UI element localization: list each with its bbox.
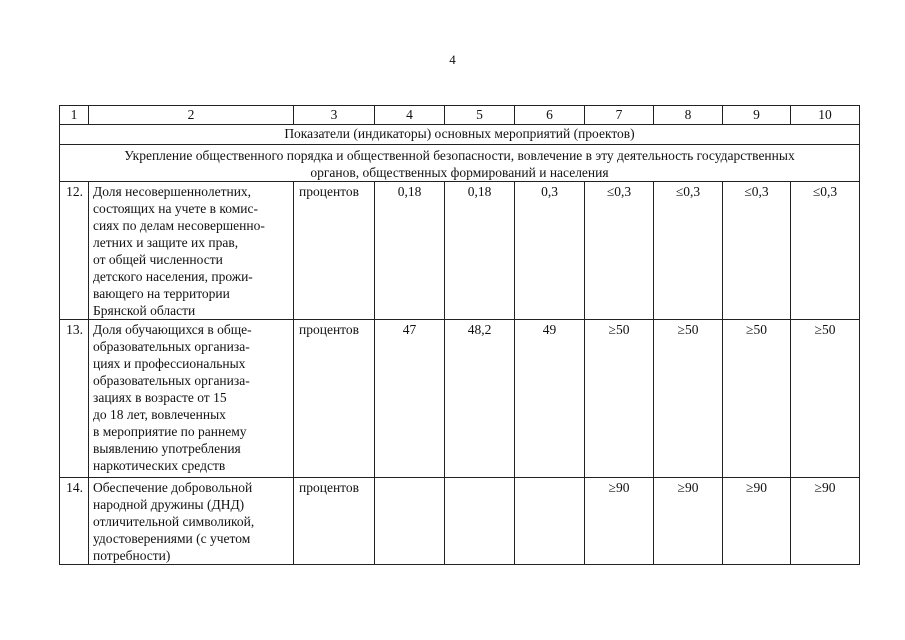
value-cell [515,478,585,565]
indicator-name [89,182,294,320]
subsection-title [60,145,860,182]
column-header: 3 [294,106,375,125]
value-cell: ≤0,3 [791,182,860,320]
indicator-line: удостоверениями (с учетом [93,531,251,546]
value-cell: 0,18 [375,182,445,320]
value-cell: ≥90 [654,478,723,565]
table-row [60,182,860,320]
column-header: 2 [89,106,294,125]
section-title-row [60,125,860,145]
value-cell: 49 [515,320,585,478]
value-cell [375,478,445,565]
unit-cell: процентов [294,478,375,565]
value-cell: 47 [375,320,445,478]
subsection-title-line: Укрепление общественного порядка и общественной безопасности, вовлечение в эту деятельность государственных [124,148,795,163]
indicator-line: сиях по делам несовершенно- [93,218,265,233]
indicator-line: состоящих на учете в комис- [93,201,258,216]
column-header-row [60,106,860,125]
indicator-line: народной дружины (ДНД) [93,497,245,512]
indicator-line: до 18 лет, вовлеченных [93,407,226,422]
indicator-name [89,478,294,565]
value-cell: ≤0,3 [654,182,723,320]
value-cell: ≥50 [654,320,723,478]
subsection-title-line: органов, общественных формирований и населения [310,165,609,180]
subsection-title-row [60,145,860,182]
column-header: 1 [60,106,89,125]
indicator-line: образовательных организа- [93,373,250,388]
column-header: 6 [515,106,585,125]
indicator-line: Брянской области [93,303,196,318]
unit-cell: процентов [294,182,375,320]
indicator-line: вающего на территории [93,286,230,301]
indicator-line: Обеспечение добровольной [93,480,253,495]
value-cell: ≥90 [723,478,791,565]
indicator-line: выявлению употребления [93,441,241,456]
page-number: 4 [449,52,456,67]
row-number: 14. [60,478,89,565]
indicator-line: Доля обучающихся в обще- [93,322,252,337]
value-cell: ≥90 [791,478,860,565]
indicator-line: потребности) [93,548,171,563]
indicator-line: от общей численности [93,252,223,267]
indicator-name [89,320,294,478]
value-cell: ≤0,3 [585,182,654,320]
column-header: 8 [654,106,723,125]
column-header: 7 [585,106,654,125]
indicators-table [59,105,860,565]
column-header: 10 [791,106,860,125]
value-cell: ≥50 [585,320,654,478]
value-cell: 48,2 [445,320,515,478]
column-header: 4 [375,106,445,125]
value-cell: ≥90 [585,478,654,565]
value-cell: ≥50 [723,320,791,478]
column-header: 9 [723,106,791,125]
value-cell: ≥50 [791,320,860,478]
row-number: 12. [60,182,89,320]
indicator-line: в мероприятие по раннему [93,424,247,439]
unit-cell: процентов [294,320,375,478]
value-cell [445,478,515,565]
indicator-line: детского населения, прожи- [93,269,253,284]
indicator-line: циях и профессиональных [93,356,246,371]
indicator-line: зациях в возрасте от 15 [93,390,227,405]
indicator-line: отличительной символикой, [93,514,255,529]
indicator-line: летних и защите их прав, [93,235,239,250]
column-header: 5 [445,106,515,125]
indicator-line: образовательных организа- [93,339,250,354]
indicator-line: Доля несовершеннолетних, [93,184,252,199]
value-cell: 0,3 [515,182,585,320]
value-cell: ≤0,3 [723,182,791,320]
value-cell: 0,18 [445,182,515,320]
row-number: 13. [60,320,89,478]
section-title: Показатели (индикаторы) основных мероприятий (проектов) [60,125,860,145]
table-row [60,478,860,565]
table-row [60,320,860,478]
indicator-line: наркотических средств [93,458,226,473]
